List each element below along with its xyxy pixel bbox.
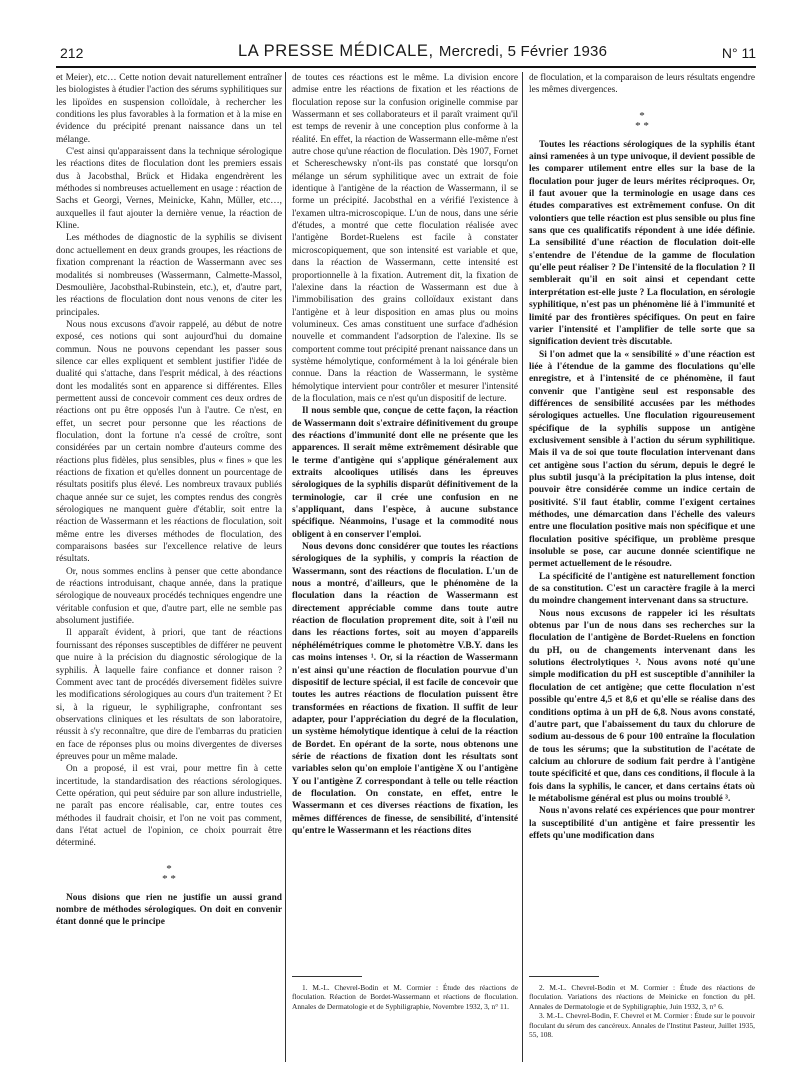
paragraph: de floculation, et la comparaison de leurs résultats engendre les mêmes divergences. (529, 73, 755, 96)
paragraph: Or, nous sommes enclins à penser que cette abondance de réactions introduisant, chaque année, dans la pratique sérologique de nouveaux procédés techniques engendre une véritable confusion et que, d'autre part, elle ne semble pas absolument justifiée. (56, 566, 282, 627)
section-stars: * * * (162, 862, 176, 885)
paragraph: Toutes les réactions sérologiques de la syphilis étant ainsi ramenées à un type univoque, il devient possible de les comparer utilement entre elles sur la base de la floculation pour juger de leurs mérites réciproques. Or, il faut avouer que la terminologie en usage dans ces études comparatives est extrêmement confuse. On dit volontiers que telle réaction est plus sensible ou plus fine sans que ces qualificatifs répondent à une idée définie. La sensibilité d'une réaction de floculation doit-elle s'entendre de l'étendue de la gamme de floculation qu'elle peut réaliser ? De l'intensité de la floculation ? Il semblerait qu'il en soit ainsi et cependant cette interprétation est-elle juste ? La floculation, en sérologie syphilitique, n'est pas un phénomène lié à l'immunité et limité par des frontières spécifiques. On peut en faire varier l'intensité et l'amplifier de telle sorte que sa signification devient très discutable. (529, 139, 755, 348)
footnote-rule (292, 976, 362, 977)
footnotes (529, 962, 755, 1039)
column-middle (292, 72, 518, 1011)
paragraph: Il apparaît évident, à priori, que tant de réactions fournissant des réponses susceptibles de différer ne peuvent que nuire à la précision du diagnostic sérologique de la syphilis. À laquelle faire confiance et donner raison ? Comment avec tant de procédés diversement fidèles suivre les modifications sérologiques au cours d'un traitement ? Et si, à la rigueur, le syphiligraphe, confrontant ses observations cliniques et les résultats de son laboratoire, réussit à s'y reconnaître, que dire de l'embarras du praticien en face de réponses plus ou moins divergentes de diverses épreuves pour un même malade. (56, 628, 282, 762)
paragraph: Nous n'avons relaté ces expériences que pour montrer la susceptibilité d'un antigène et faire pressentir les effets qu'une modification dans (529, 806, 755, 841)
journal-title (238, 42, 607, 61)
footnote-list (292, 983, 518, 1011)
header-rule (56, 66, 756, 68)
section-stars: * * * (635, 109, 649, 132)
footnote-list (529, 983, 755, 1039)
paragraph: La spécificité de l'antigène est naturellement fonction de sa constitution. C'est un caractère fragile à la merci du moindre changement intervenant dans sa structure. (529, 571, 755, 607)
journal-name: LA PRESSE MÉDICALE, (238, 42, 434, 60)
column-divider (522, 72, 523, 1062)
paragraph: Nous disions que rien ne justifie un aussi grand nombre de méthodes sérologiques. On doit en convenir étant donné que le principe (56, 892, 282, 928)
footnote: 2. M.-L. Chevrel-Bodin et M. Cormier : Étude des réactions de floculation. Variations des réactions de Meinicke en fonction du pH. Annales de Dermatologie et de Syphiligraphie, Juin 1932, 3, n° 6. (529, 983, 755, 1011)
page-number: 212 (60, 45, 84, 61)
column-divider (285, 72, 286, 1062)
column-right (529, 72, 755, 1040)
paragraph: et Meier), etc… Cette notion devait naturellement entraîner les biologistes à étudier l'action des sérums syphilitiques sur les lipoïdes en suspension colloïdale, à rechercher les conditions les plus favorables à la formation et à la mise en évidence du précipité prenant naissance dans un tel mélange. (56, 73, 282, 145)
paragraph: Les méthodes de diagnostic de la syphilis se divisent donc actuellement en deux grands groupes, les réactions de fixation comprenant la réaction de Wassermann avec ses modalités si nombreuses (Wassermann, Calmette-Massol, Desmoulière, Jacobsthal-Rubinstein, etc.), et, d'autre part, les réactions de floculation dont nous venons de citer les principales. (56, 233, 282, 318)
footnote: 1. M.-L. Chevrel-Bodin et M. Cormier : Étude des réactions de floculation. Réaction de Bordet-Wassermann et réactions de floculation. Annales de Dermatologie et de Syphiligraphie, Novembre 1932, 3, n° 11. (292, 983, 518, 1011)
paragraph: Il nous semble que, conçue de cette façon, la réaction de Wassermann doit s'extraire définitivement du groupe des réactions d'immunité dont elle ne présente que les apparences. Il serait même extrêmement désirable que le terme d'antigène qui s'applique généralement aux extraits alcooliques utilisés dans les épreuves sérologiques de la syphilis disparût définitivement de la terminologie, car il crée une confusion en ne s'appliquant, dans l'espèce, à aucune substance spécifique. Néanmoins, l'usage et la commodité nous obligent à en conserver l'emploi. (292, 406, 518, 540)
column-left (56, 72, 282, 929)
issue-date: Mercredi, 5 Février 1936 (438, 43, 608, 60)
paragraph: On a proposé, il est vrai, pour mettre fin à cette incertitude, la standardisation des réactions sérologiques. Cette opération, qui peut séduire par son allure industrielle, ne paraît pas encore réalisable, car, entre toutes ces méthodes il faudrait choisir, et l'on ne voit pas comment, dans l'état actuel de l'opinion, ce choix pourrait être déterminé. (56, 764, 282, 849)
paragraph: Nous nous excusons de rappeler ici les résultats obtenus par l'un de nous dans ses recherches sur la floculation de l'antigène de Bordet-Ruelens en fonction du pH, ou de changements intervenant dans les solutions électrolytiques ². Nous avons noté qu'une simple modification du pH est susceptible d'annihiler la floculation de cet antigène; que cette floculation n'est possible qu'entre 4,5 et 8,6 et qu'elle se réalise dans des conditions optima à un pH de 6,8. Nous avons constaté, d'autre part, que l'abaissement du taux du chlorure de sodium au-dessous de 6 pour 100 entraîne la floculation de tous les sérums; que la substitution de l'acétate de calcium au chlorure de sodium fait perdre à l'antigène toute spécificité et que, dans ces conditions, il flocule à la fois dans la syphilis, le cancer, et dans certains états où le métabolisme général est plus ou moins troublé ³. (529, 608, 755, 804)
paragraph: de toutes ces réactions est le même. La division encore admise entre les réactions de fixation et les réactions de floculation repose sur la confusion originelle commise par Wassermann et ses collaborateurs et il paraît vraiment qu'il est temps de revenir à une conception plus conforme à la réalité. En effet, la réaction de Wassermann elle-même n'est autre chose qu'une réaction de floculation. Dès 1907, Fornet et Schereschewsky n'ont-ils pas constaté que lorsqu'on mélange un sérum syphilitique avec un extrait de foie identique à l'antigène de la réaction de Wassermann, il se forme un précipité. Jacobsthal en a vérifié l'existence à l'examen ultra-microscopique. L'un de nous, dans une série d'études, a montré que cette floculation réalisée avec l'antigène Bordet-Ruelens est facile à constater microscopiquement, que son intensité est variable et que, dans la réaction de Wassermann, cette intensité est proportionnelle à la fixation. Autrement dit, la fixation de l'alexine dans la réaction de Wassermann est due à l'immobilisation des grains colloïdaux existant dans l'antigène et à leur disposition en amas plus ou moins volumineux. Ces amas constituent une surface d'adhésion nouvelle et commandent l'adsorption de l'alexine. Ils se comportent comme tout précipité prenant naissance dans un système hémolytique, conformément à la loi générale bien connue. Dans la réaction de Wassermann, le système hémolytique intervient pour contrôler et mesurer l'intensité de la floculation, mais ce n'est qu'un dispositif de lecture. (292, 73, 518, 404)
paragraph: C'est ainsi qu'apparaissent dans la technique sérologique les réactions dites de floculation dont les premiers essais dus à Jacobsthal, Brück et Hidaka engendrèrent les méthodes si nombreuses actuellement en usage : réaction de Sachs et Georgi, Vernes, Meinicke, Kahn, Müller, etc…, auxquelles il faut ajouter la dernière venue, la réaction de Kline. (56, 147, 282, 232)
footnote-rule (529, 976, 599, 977)
footnotes (292, 962, 518, 1011)
page-header (56, 42, 756, 64)
paragraph: Si l'on admet que la « sensibilité » d'une réaction est liée à l'étendue de la gamme des floculations qu'elle enregistre, et à l'intensité de ce phénomène, il faut convenir que l'antigène seul est responsable des différences de sensibilité accusées par les méthodes sérologiques actuelles. Une floculation rigoureusement spécifique de la syphilis suppose un antigène exclusivement sensible à l'action du sérum syphilitique. Mais il va de soi que toute floculation intervenant dans cet antigène sous l'action du sérum, depuis le degré le plus subtil jusqu'à la précipitation la plus intense, doit pouvoir être considérée comme un indice certain de positivité. S'il faut établir, comme l'exigent certaines méthodes, une démarcation dans l'échelle des valeurs entre une floculation positive mais non spécifique et une floculation positive spécifique, un problème presque insoluble se pose, car aucune donnée scientifique ne permet actuellement de le résoudre. (529, 349, 755, 570)
paragraph: Nous nous excusons d'avoir rappelé, au début de notre exposé, ces notions qui sont aujourd'hui du domaine commun. Nous ne pouvons cependant les passer sous silence car elles expliquent et semblent justifier l'idée de dualité qui s'attache, dans l'esprit médical, à des réactions dont les modalités sont en apparence si différentes. Elles permettent aussi de concevoir comment ces deux ordres de réactions ont pu être opposés l'un à l'autre. Ce n'est, en effet, un secret pour personne que les réactions de floculation, dont la fortune n'a cessé de croître, sont considérées par un certain nombre d'auteurs comme des réactions plus fidèles, plus sensibles, plus « fines » que les réactions de fixation et qu'elles donnent un pourcentage de résultats positifs plus élevé. Les nombreux travaux publiés chaque année sur ce sujet, les comptes rendus des congrès sérologiques ne manquent guère d'établir, soit entre la réaction de Wassermann et les réactions de floculation, soit même entre les diverses méthodes de floculation, des comparaisons basées sur l'excellence relative de leurs résultats. (56, 319, 282, 565)
paragraph: Nous devons donc considérer que toutes les réactions sérologiques de la syphilis, y compris la réaction de Wassermann, sont des réactions de floculation. L'un de nous a montré, d'ailleurs, que le phénomène de la floculation dans la réaction de Wassermann est directement appréciable comme dans toute autre réaction de floculation proprement dite, soit à l'œil nu dans les réactions fortes, soit au moyen d'appareils néphélémétriques comme le photomètre V.B.Y. dans les cas moins intenses ¹. Or, si la réaction de Wassermann n'est ainsi qu'une réaction de floculation pourvue d'un dispositif de lecture spécial, il est facile de concevoir que toutes les autres réactions de floculation puissent être transformées en réactions de fixation. Il suffit de leur adapter, pour l'appréciation du degré de la floculation, un système hémolytique identique à celui de la réaction de Bordet. En opérant de la sorte, nous obtenons une série de réactions de fixation dont les résultats sont variables selon qu'on emploie l'antigène X ou l'antigène Y ou l'antigène Z correspondant à telle ou telle réaction de floculation. On constate, en effet, entre le Wassermann et ces diverses réactions de fixation, les mêmes différences de finesse, de sensibilité, d'intensité qu'entre le Wassermann et les réactions dites (292, 542, 518, 836)
issue-number: N° 11 (721, 45, 756, 61)
footnote: 3. M.-L. Chevrel-Bodin, F. Chevrel et M. Cormier : Étude sur le pouvoir floculant du sérum des cancéreux. Annales de l'Institut Pasteur, Juillet 1935, 55, 108. (529, 1011, 755, 1040)
